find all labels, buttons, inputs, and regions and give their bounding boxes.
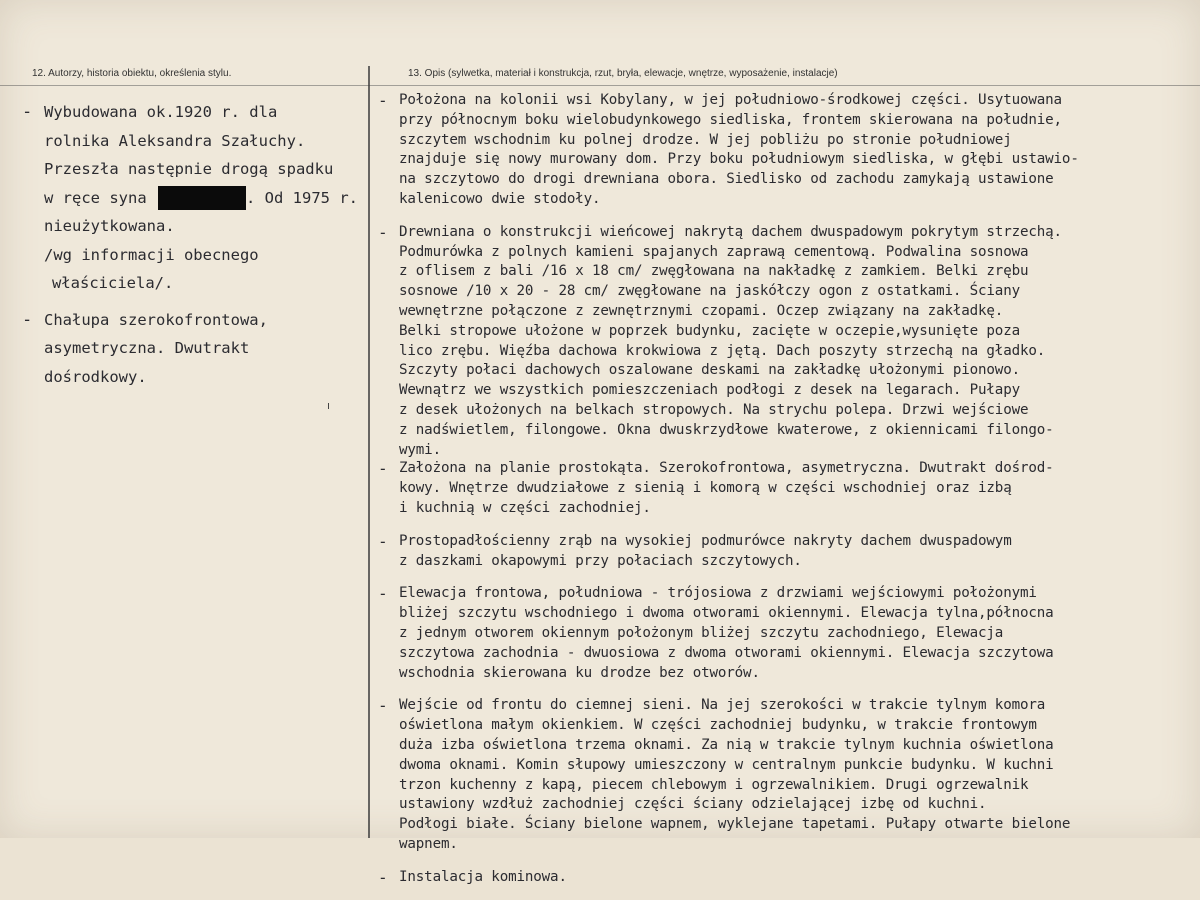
description-line: Wewnątrz we wszystkich pomieszczeniach podłogi z desek na legarach. Pułapy — [399, 382, 1020, 399]
history-line: właściciela/. — [52, 274, 174, 292]
description-line: duża izba oświetlona trzema oknami. Za nią w trakcie tylnym kuchnia oświetlona — [399, 736, 1054, 753]
description-paragraph-installations — [378, 868, 1193, 888]
description-line: z daszkami okapowymi przy połaciach szczytowych. — [399, 552, 802, 569]
stray-mark — [328, 403, 329, 409]
description-line: Założona na planie prostokąta. Szerokofrontowa, asymetryczna. Dwutrakt dośrod- — [399, 460, 1054, 477]
bullet-dash: - — [378, 584, 388, 604]
description-column — [378, 91, 1193, 900]
description-paragraph-interior — [378, 696, 1193, 854]
description-line: na szczytowo do drogi drewniana obora. Siedlisko od zachodu zamykają ustawione — [399, 171, 1054, 188]
description-line: kalenicowo dwie stodoły. — [399, 190, 601, 207]
section-12-header: 12. Autorzy, historia obiektu, określenia stylu. — [32, 68, 232, 79]
description-line: z desek ułożonych na belkach stropowych. Na strychu polepa. Drzwi wejściowe — [399, 401, 1029, 418]
bullet-dash: - — [378, 531, 388, 551]
description-paragraph-elevations — [378, 584, 1193, 683]
bullet-dash: - — [378, 867, 388, 887]
history-entry — [22, 98, 362, 298]
description-line: Belki stropowe ułożone w poprzek budynku, zacięte w oczepie,wysunięte poza — [399, 322, 1020, 339]
description-paragraph-construction — [378, 223, 1193, 461]
history-line: /wg informacji obecnego — [44, 245, 259, 264]
description-line: Podłogi białe. Ściany bielone wapnem, wyklejane tapetami. Pułapy otwarte bielone — [399, 816, 1071, 833]
style-entry — [22, 306, 362, 392]
description-line: Prostopadłościenny zrąb na wysokiej podmurówce nakryty dachem dwuspadowym — [399, 532, 1012, 549]
description-line: szczytem wschodnim ku polnej drodze. W jej pobliżu po stronie południowej — [399, 131, 1012, 148]
bullet-dash: - — [378, 91, 388, 110]
history-text: w ręce syna — [44, 188, 147, 207]
bullet-dash: - — [22, 102, 33, 122]
description-line: bliżej szczytu wschodniego i dwoma otworami okiennymi. Elewacja tylna,północna — [399, 605, 1054, 622]
bullet-dash: - — [22, 309, 33, 330]
description-line: Wejście od frontu do ciemnej sieni. Na jej szerokości w trakcie tylnym komora — [399, 697, 1046, 714]
description-line: ustawiony wzdłuż zachodniej części ściany odzielającej izbę od kuchni. — [399, 796, 987, 813]
description-line: znajduje się nowy murowany dom. Przy boku południowym siedliska, w głębi ustawio- — [399, 151, 1079, 168]
description-line: Położona na kolonii wsi Kobylany, w jej południowo-środkowej części. Usytuowana — [399, 92, 1062, 108]
description-line: lico zrębu. Więźba dachowa krokwiowa z jętą. Dach poszyty strzechą na gładko. — [399, 342, 1046, 359]
style-line: asymetryczna. Dwutrakt — [44, 339, 250, 357]
header-rule — [0, 85, 1200, 86]
faint-printed-text — [22, 38, 382, 54]
description-line: i kuchnią w części zachodniej. — [399, 499, 651, 516]
description-line: przy północnym boku wielobudynkowego siedliska, frontem skierowana na południe, — [399, 111, 1062, 128]
description-line: oświetlona małym okienkiem. W części zachodniej budynku, w trakcie frontowym — [399, 717, 1037, 734]
style-line: Chałupa szerokofrontowa, — [44, 310, 268, 329]
description-line: z jednym otworem okiennym położonym bliżej szczytu zachodniego, Elewacja — [399, 624, 1004, 641]
description-line: wewnętrzne połączone z zewnętrznymi czopami. Oczep związany na zakładkę. — [399, 302, 1004, 319]
bullet-dash: - — [378, 222, 388, 242]
history-column — [22, 98, 362, 391]
bullet-dash: - — [378, 696, 388, 716]
description-line: z oflisem z bali /16 x 18 cm/ zwęgłowana na nakładkę z zamkiem. Belki zrębu — [399, 263, 1029, 280]
history-line: nieużytkowana. — [44, 217, 175, 235]
description-line: dwoma oknami. Komin słupowy umieszczony w centralnym punkcie budynku. W kuchni — [399, 756, 1054, 773]
history-line: Wybudowana ok.1920 r. dla — [44, 103, 278, 121]
description-line: kowy. Wnętrze dwudziałowe z sienią i komorą w części wschodniej oraz izbą — [399, 480, 1012, 497]
description-line: z nadświetlem, filongowe. Okna dwuskrzydłowe kwaterowe, z okiennicami filongo- — [399, 421, 1054, 438]
description-line: Szczyty połaci dachowych oszalowane deskami na zakładkę ułożonymi pionowo. — [399, 362, 1020, 379]
style-line: dośrodkowy. — [44, 367, 147, 386]
history-line-with-redaction — [44, 184, 362, 213]
description-paragraph-form — [378, 532, 1193, 572]
description-line: Podmurówka z polnych kamieni spajanych zaprawą cementową. Podwalina sosnowa — [399, 243, 1029, 260]
description-paragraph-plan — [378, 459, 1193, 518]
redaction-bar — [158, 186, 246, 210]
column-divider — [368, 66, 370, 838]
description-line: wschodnia skierowana ku drodze bez otworów. — [399, 664, 760, 681]
section-13-header: 13. Opis (sylwetka, materiał i konstrukcja, rzut, bryła, elewacje, wnętrze, wyposażenie, instalacje) — [408, 68, 838, 79]
description-line: wapnem. — [399, 835, 458, 852]
bullet-dash: - — [378, 459, 388, 479]
history-line: rolnika Aleksandra Szałuchy. — [44, 131, 306, 150]
description-line: Drewniana o konstrukcji wieńcowej nakrytą dachem dwuspadowym pokrytym strzechą. — [399, 223, 1062, 240]
history-line: Przeszła następnie drogą spadku — [44, 160, 334, 178]
description-line: wymi. — [399, 441, 441, 458]
description-line: sosnowe /10 x 20 - 28 cm/ zwęgłowane na jaskółczy ogon z ostatkami. Ściany — [399, 283, 1020, 300]
history-text: . Od 1975 r. — [246, 188, 358, 207]
description-line: trzon kuchenny z kapą, piecem chlebowym i ogrzewalnikiem. Drugi ogrzewalnik — [399, 776, 1029, 793]
description-line: szczytowa zachodnia - dwuosiowa z dwoma otworami okiennymi. Elewacja szczytowa — [399, 644, 1054, 661]
description-line: Elewacja frontowa, południowa - trójosiowa z drzwiami wejściowymi położonymi — [399, 585, 1037, 602]
description-line: Instalacja kominowa. — [399, 868, 567, 885]
description-paragraph-location — [378, 91, 1193, 210]
